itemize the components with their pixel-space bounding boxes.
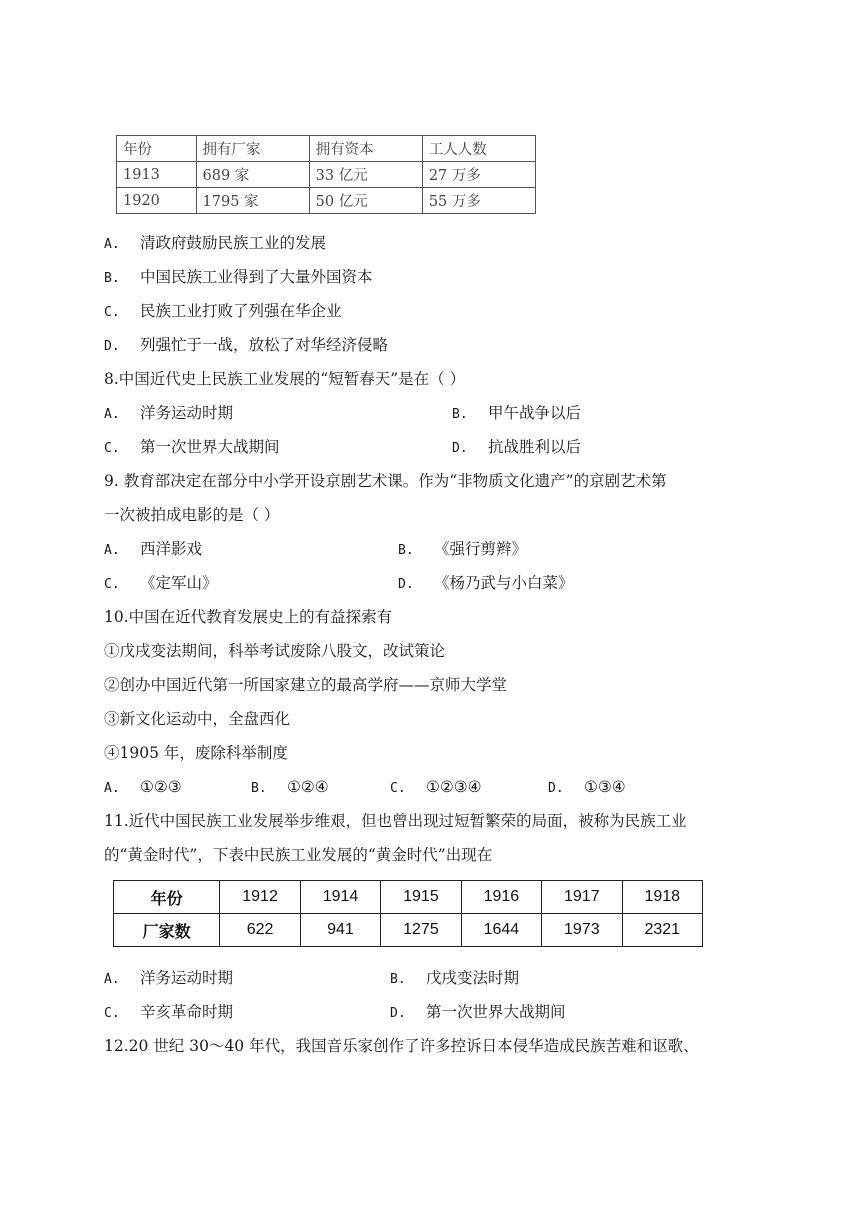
option-letter: B. [390, 972, 406, 987]
table-row [117, 162, 536, 188]
table-row-years [114, 881, 703, 914]
factory-count-table [113, 880, 703, 947]
q8-option-b[interactable] [452, 403, 581, 425]
q8-stem: 8.中国近代史上民族工业发展的“短暂春天”是在（ ） [104, 370, 466, 388]
q7-option-a[interactable] [104, 233, 326, 255]
q8-option-d[interactable] [452, 437, 581, 459]
option-text: 戊戌变法时期 [426, 969, 520, 987]
option-letter: D. [452, 441, 468, 456]
q9-option-d[interactable] [398, 573, 574, 595]
table-cell: 1918 [622, 881, 702, 914]
option-text: 洋务运动时期 [140, 404, 234, 422]
option-letter: A. [104, 972, 120, 987]
option-text: 列强忙于一战，放松了对华经济侵略 [140, 336, 389, 354]
q7-option-b[interactable] [104, 267, 373, 289]
option-letter: C. [390, 781, 406, 796]
q9-stem-line-1: 9. 教育部决定在部分中小学开设京剧艺术课。作为“非物质文化遗产”的京剧艺术第 [104, 472, 667, 490]
table-cell: 1914 [300, 881, 380, 914]
option-text: 民族工业打败了列强在华企业 [140, 302, 342, 320]
option-letter: A. [104, 407, 120, 422]
q7-option-c[interactable] [104, 301, 342, 323]
q9-option-b[interactable] [398, 539, 527, 561]
q9-stem-line-2: 一次被拍成电影的是（ ） [104, 506, 280, 524]
option-letter: C. [104, 441, 120, 456]
q12-stem-line-1: 12.20 世纪 30～40 年代，我国音乐家创作了许多控诉日本侵华造成民族苦难和讴歌、 [104, 1037, 699, 1055]
option-letter: B. [104, 271, 120, 286]
q10-option-a[interactable] [104, 777, 182, 799]
option-letter: C. [104, 577, 120, 592]
q9-option-c[interactable] [104, 573, 218, 595]
option-letter: D. [104, 339, 120, 354]
option-letter: D. [390, 1006, 406, 1021]
table-header-cell: 工人人数 [422, 136, 535, 162]
industry-table-1913-1920 [116, 135, 536, 214]
q10-item-2: ②创办中国近代第一所国家建立的最高学府——京师大学堂 [104, 676, 508, 694]
option-letter: C. [104, 305, 120, 320]
q11-option-a[interactable] [104, 968, 233, 990]
q10-option-c[interactable] [390, 777, 482, 799]
table-cell: 1920 [117, 188, 197, 214]
table-header-cell: 年份 [117, 136, 197, 162]
q11-option-d[interactable] [390, 1002, 566, 1024]
q10-stem: 10.中国在近代教育发展史上的有益探索有 [104, 608, 393, 626]
option-text: 中国民族工业得到了大量外国资本 [140, 268, 373, 286]
q11-option-b[interactable] [390, 968, 519, 990]
table-cell: 1913 [117, 162, 197, 188]
option-text: 清政府鼓励民族工业的发展 [140, 234, 327, 252]
table-header-cell: 拥有厂家 [196, 136, 309, 162]
table-cell: 33 亿元 [309, 162, 422, 188]
option-text: 第一次世界大战期间 [426, 1003, 566, 1021]
option-letter: B. [251, 781, 267, 796]
option-letter: A. [104, 237, 120, 252]
q9-option-a[interactable] [104, 539, 202, 561]
table-cell: 1275 [381, 914, 461, 947]
option-text: 《杨乃武与小白菜》 [434, 574, 574, 592]
option-letter: C. [104, 1006, 120, 1021]
table-cell: 1973 [542, 914, 622, 947]
option-text: 甲午战争以后 [488, 404, 582, 422]
q10-option-d[interactable] [548, 777, 626, 799]
table-cell: 1912 [220, 881, 300, 914]
q10-item-1: ①戊戌变法期间，科举考试废除八股文，改试策论 [104, 642, 446, 660]
table-cell: 622 [220, 914, 300, 947]
option-letter: D. [398, 577, 414, 592]
table-header-cell: 拥有资本 [309, 136, 422, 162]
table-row [117, 188, 536, 214]
option-letter: B. [452, 407, 468, 422]
table-cell: 1916 [461, 881, 541, 914]
q10-item-3: ③新文化运动中，全盘西化 [104, 710, 291, 728]
option-letter: A. [104, 543, 120, 558]
table-cell: 1795 家 [196, 188, 309, 214]
table-cell: 1644 [461, 914, 541, 947]
q11-option-c[interactable] [104, 1002, 233, 1024]
option-text: 《定军山》 [140, 574, 218, 592]
q11-stem-line-1: 11.近代中国民族工业发展举步维艰，但也曾出现过短暂繁荣的局面，被称为民族工业 [104, 812, 687, 830]
q11-stem-line-2: 的“黄金时代”，下表中民族工业发展的“黄金时代”出现在 [104, 846, 493, 864]
table-cell: 1915 [381, 881, 461, 914]
table-cell: 1917 [542, 881, 622, 914]
table-row-label: 厂家数 [114, 914, 220, 947]
table-cell: 50 亿元 [309, 188, 422, 214]
option-letter: A. [104, 781, 120, 796]
q10-item-4: ④1905 年，废除科举制度 [104, 744, 288, 762]
option-text: 洋务运动时期 [140, 969, 234, 987]
option-letter: B. [398, 543, 414, 558]
option-text: ①②③④ [426, 778, 482, 796]
table-header-row [117, 136, 536, 162]
table-cell: 27 万多 [422, 162, 535, 188]
option-text: ①②③ [140, 778, 182, 796]
table-row-counts [114, 914, 703, 947]
table-cell: 2321 [622, 914, 702, 947]
option-text: ①②④ [287, 778, 329, 796]
option-text: 西洋影戏 [140, 540, 203, 558]
table-cell: 941 [300, 914, 380, 947]
q7-option-d[interactable] [104, 335, 388, 357]
q8-option-c[interactable] [104, 437, 280, 459]
option-text: 第一次世界大战期间 [140, 438, 280, 456]
table-cell: 55 万多 [422, 188, 535, 214]
option-text: 抗战胜利以后 [488, 438, 582, 456]
option-text: ①③④ [584, 778, 626, 796]
q8-option-a[interactable] [104, 403, 233, 425]
option-text: 辛亥革命时期 [140, 1003, 234, 1021]
option-text: 《强行剪辫》 [434, 540, 528, 558]
table-row-label: 年份 [114, 881, 220, 914]
option-letter: D. [548, 781, 564, 796]
table-cell: 689 家 [196, 162, 309, 188]
q10-option-b[interactable] [251, 777, 329, 799]
